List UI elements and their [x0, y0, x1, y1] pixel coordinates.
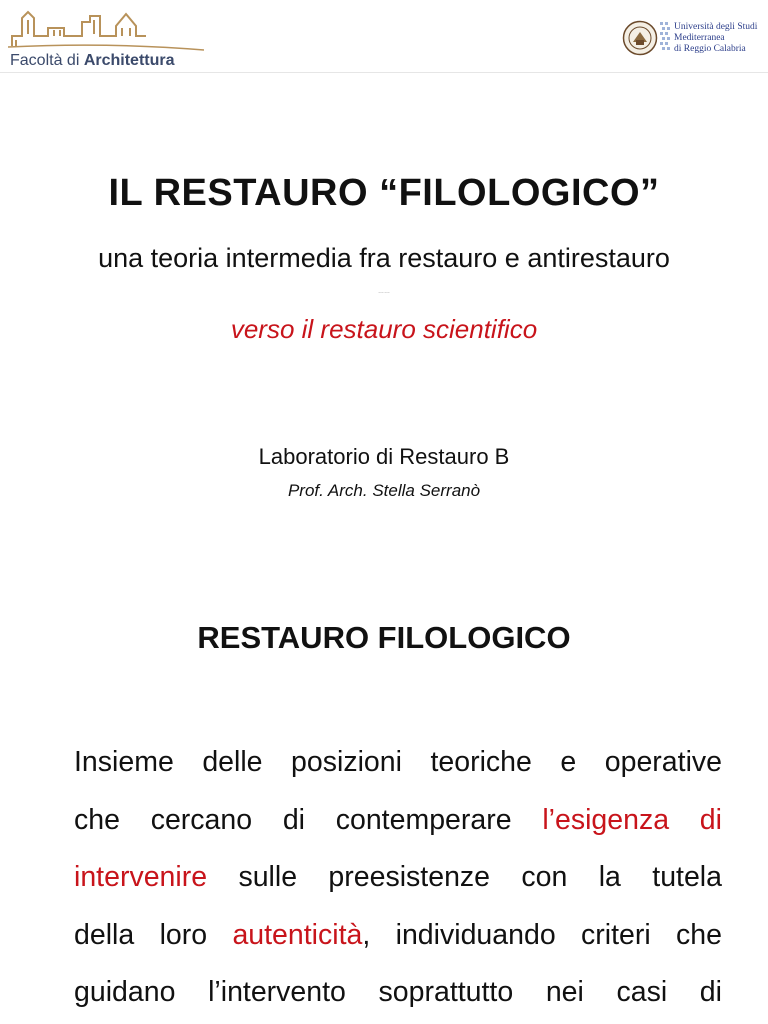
- highlight-text: intervenire: [74, 861, 208, 893]
- body-line: Insieme delle posizioni teoriche e operative: [74, 746, 722, 778]
- body-line: che cercano di contemperare l’esigenza di: [74, 803, 722, 836]
- highlight-text: autenticità: [232, 918, 363, 951]
- separator-dots: ……: [378, 289, 390, 295]
- slide-tagline: verso il restauro scientifico: [230, 314, 538, 344]
- slide-subtitle: una teoria intermedia fra restauro e antirestauro: [98, 243, 670, 273]
- body-line: intervenire sulle preesistenze con la tutela: [74, 861, 722, 893]
- body-line: della loro autenticità, individuando criteri che: [74, 918, 722, 951]
- faculty-name: Facoltà di Architettura: [10, 52, 175, 69]
- professor-name: Prof. Arch. Stella Serranò: [287, 481, 481, 500]
- university-logo: [620, 18, 766, 62]
- faculty-logo: [8, 6, 208, 68]
- highlight-text: l’esigenza di: [542, 803, 722, 836]
- slide-title: IL RESTAURO “FILOLOGICO”: [108, 172, 660, 214]
- course-name: Laboratorio di Restauro B: [258, 444, 510, 469]
- building-skyline-logo: [8, 6, 204, 52]
- body-paragraph: [74, 734, 722, 1022]
- body-line: guidano l’intervento soprattutto nei casi di: [74, 976, 722, 1008]
- university-name: Università degli Studi Mediterranea di Reggio Calabria: [674, 22, 758, 54]
- university-seal-icon: [622, 20, 658, 56]
- pattern-icon: [660, 18, 672, 58]
- section-title: RESTAURO FILOLOGICO: [197, 620, 571, 655]
- slide-header: [0, 0, 768, 73]
